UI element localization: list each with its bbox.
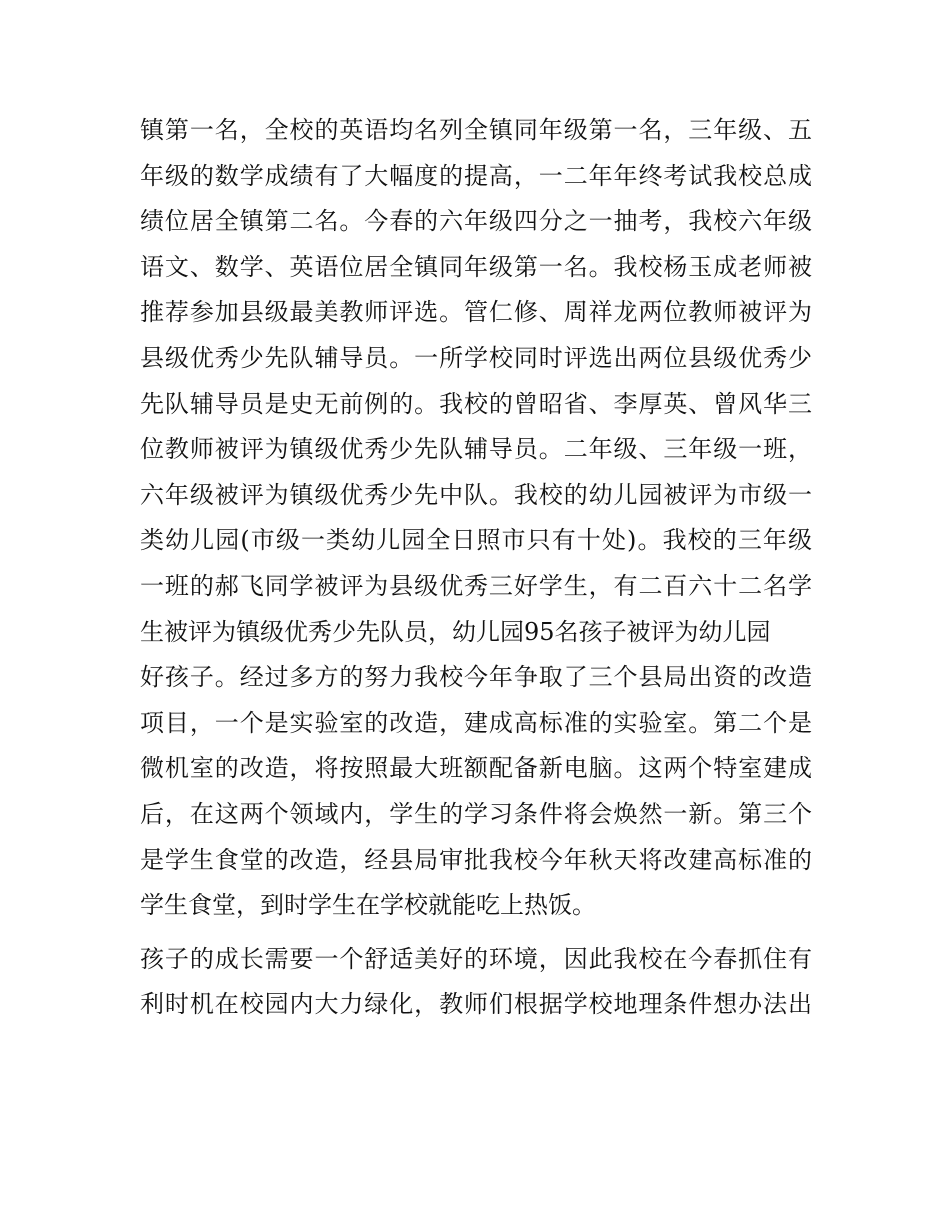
body-text — [140, 108, 812, 1028]
text-line: 年级的数学成绩有了大幅度的提高，一二年年终考试我校总成 — [140, 161, 812, 190]
text-line: 县级优秀少先队辅导员。一所学校同时评选出两位县级优秀少 — [140, 343, 812, 372]
text-line: 语文、数学、英语位居全镇同年级第一名。我校杨玉成老师被 — [140, 252, 812, 281]
text-line: 利时机在校园内大力绿化，教师们根据学校地理条件想办法出 — [140, 990, 812, 1019]
text-line: 一班的郝飞同学被评为县级优秀三好学生，有二百六十二名学 — [140, 571, 812, 600]
text-line: 学生食堂，到时学生在学校就能吃上热饭。 — [140, 891, 596, 920]
text-line: 先队辅导员是史无前例的。我校的曾昭省、李厚英、曾风华三 — [140, 389, 812, 418]
text-line: 生被评为镇级优秀少先队员，幼儿园95名孩子被评为幼儿园 — [140, 617, 771, 646]
text-line: 推荐参加县级最美教师评选。管仁修、周祥龙两位教师被评为 — [140, 298, 812, 327]
text-line: 好孩子。经过多方的努力我校今年争取了三个县局出资的改造 — [140, 663, 812, 692]
text-line: 绩位居全镇第二名。今春的六年级四分之一抽考，我校六年级 — [140, 207, 812, 236]
text-line: 镇第一名，全校的英语均名列全镇同年级第一名，三年级、五 — [140, 116, 812, 144]
text-line: 微机室的改造，将按照最大班额配备新电脑。这两个特室建成 — [140, 754, 812, 783]
text-line: 孩子的成长需要一个舒适美好的环境，因此我校在今春抓住有 — [140, 944, 812, 973]
text-line: 后，在这两个领域内，学生的学习条件将会焕然一新。第三个 — [140, 799, 812, 828]
text-line: 六年级被评为镇级优秀少先中队。我校的幼儿园被评为市级一 — [140, 480, 812, 509]
text-line: 项目，一个是实验室的改造，建成高标准的实验室。第二个是 — [140, 708, 812, 737]
text-line: 位教师被评为镇级优秀少先队辅导员。二年级、三年级一班， — [140, 435, 812, 464]
text-line: 类幼儿园(市级一类幼儿园全日照市只有十处)。我校的三年级 — [140, 526, 812, 555]
text-line: 是学生食堂的改造，经县局审批我校今年秋天将改建高标准的 — [140, 845, 812, 874]
